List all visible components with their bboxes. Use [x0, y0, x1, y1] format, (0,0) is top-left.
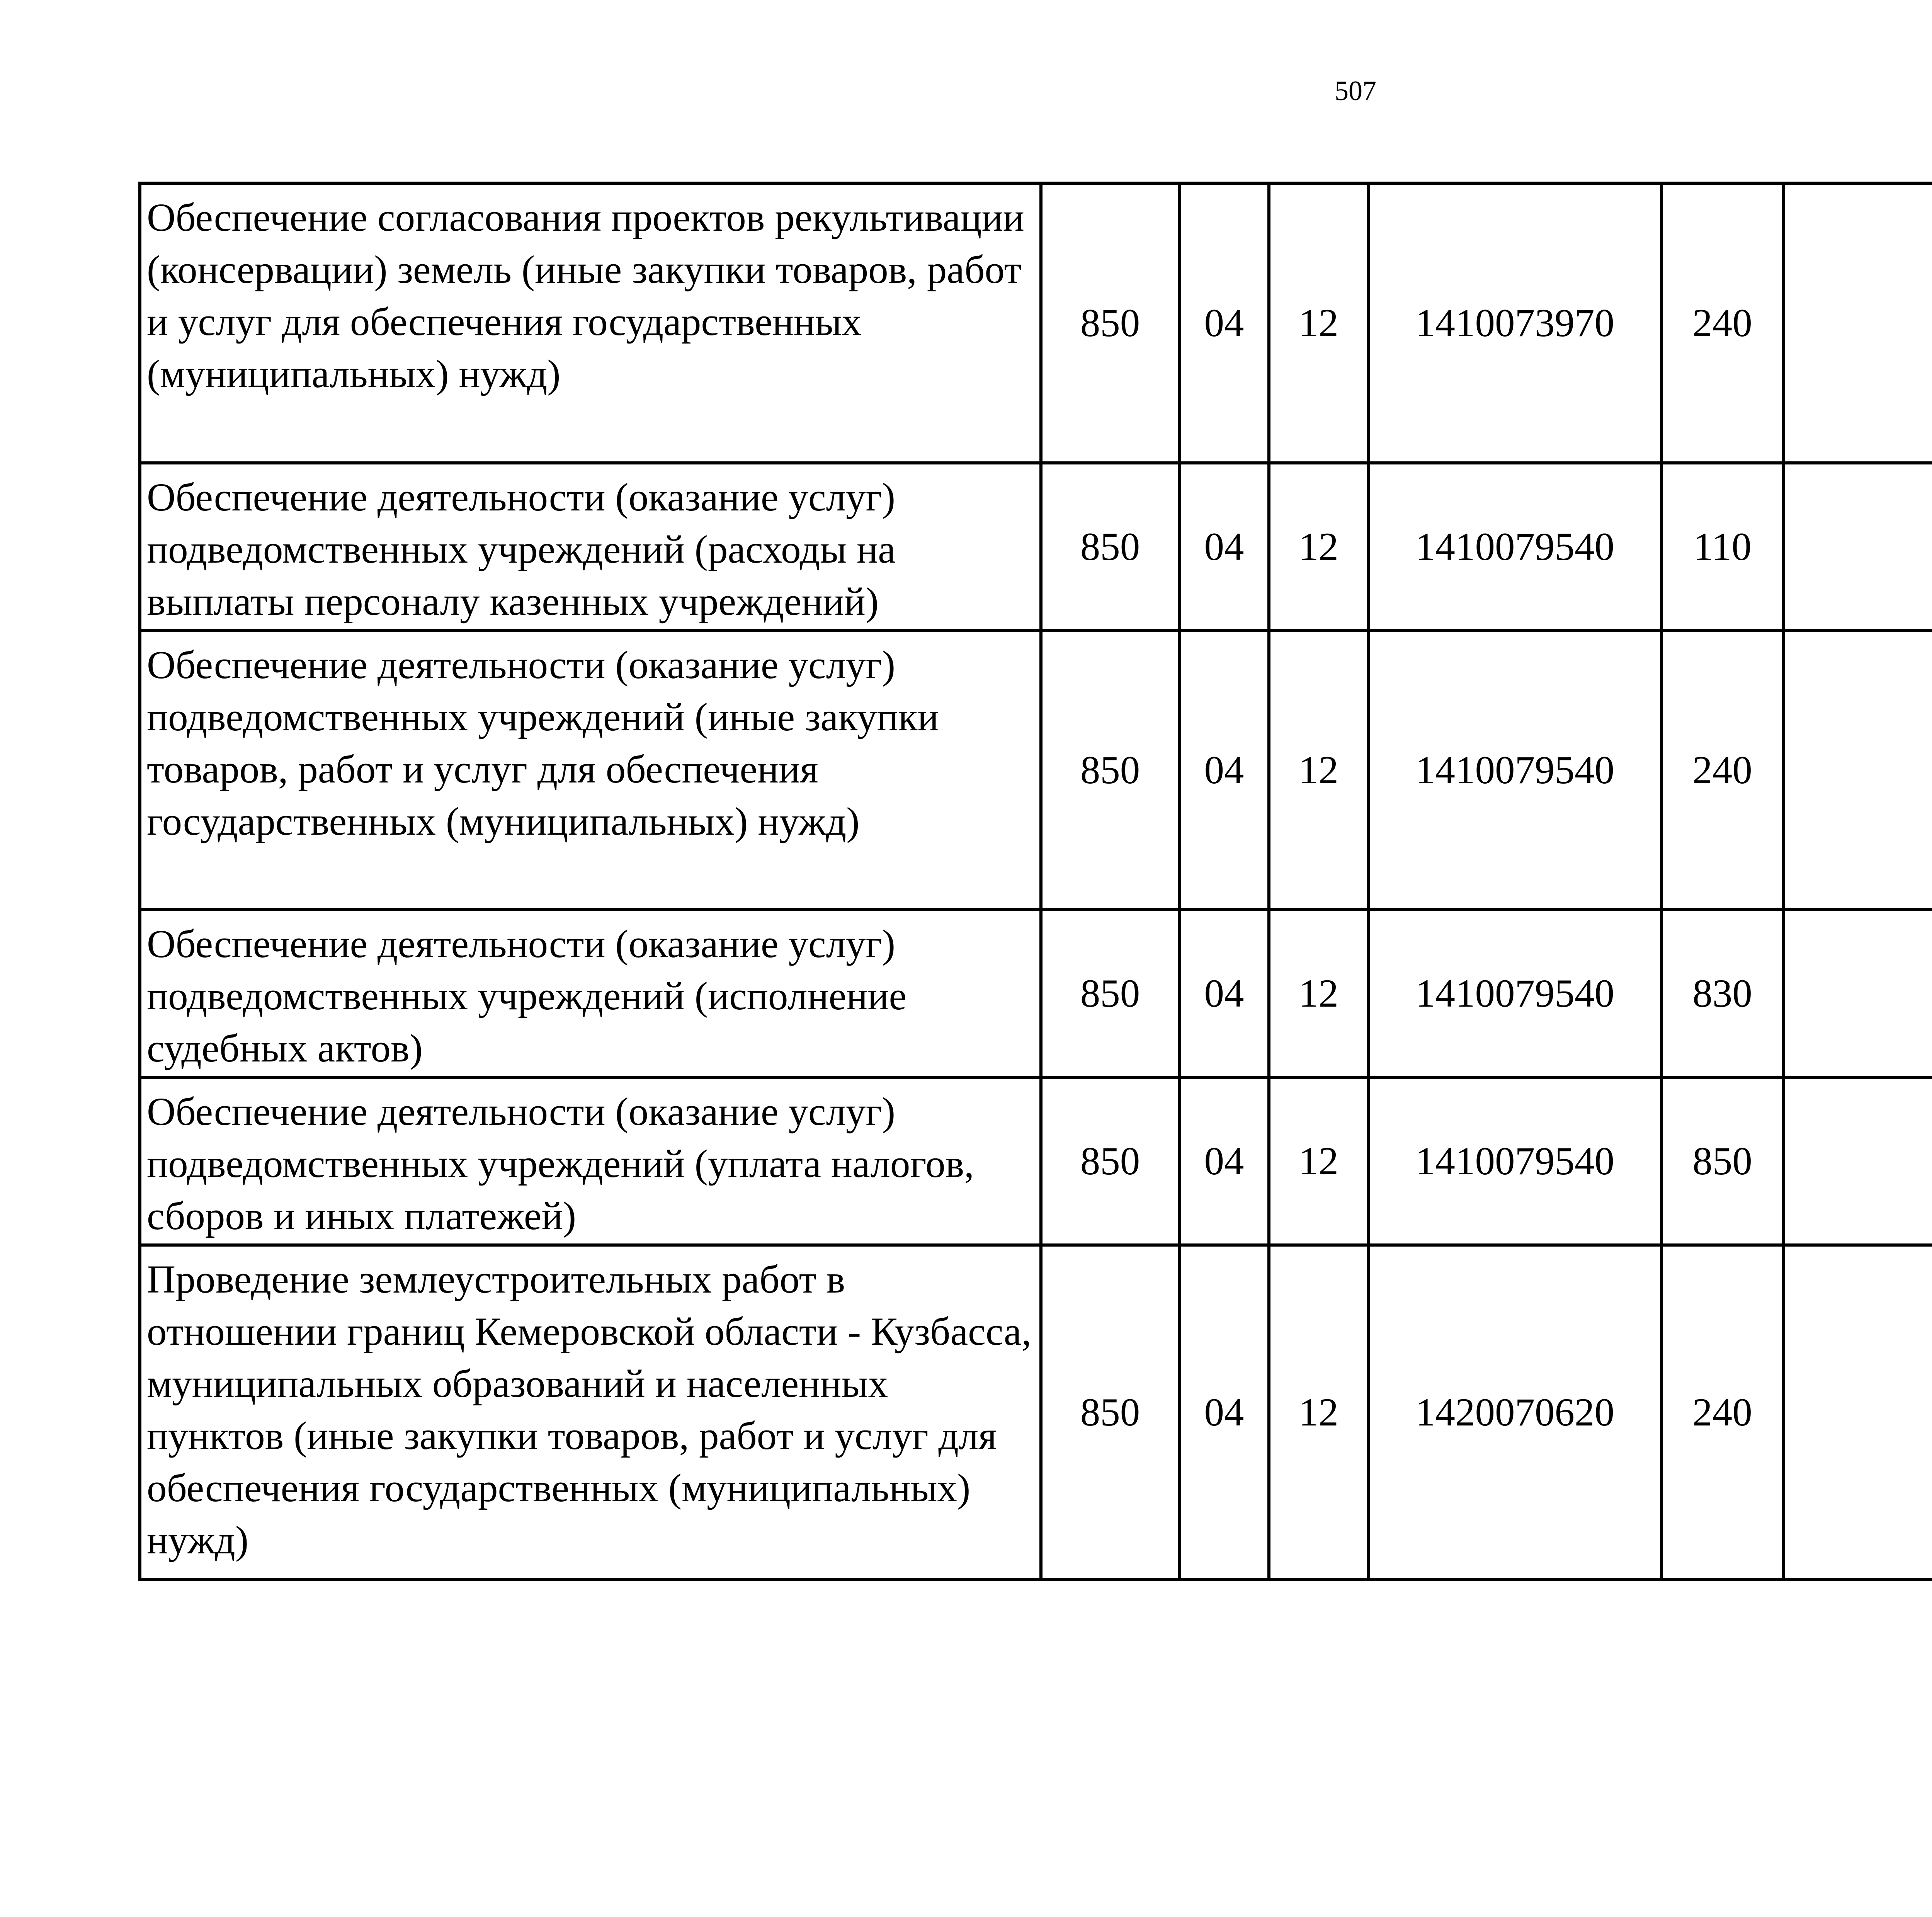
ministry-code-cell: 850: [1041, 183, 1179, 463]
ministry-code-cell: 850: [1041, 910, 1179, 1077]
expense-type-cell: 830: [1662, 910, 1783, 1077]
description-cell: Обеспечение деятельности (оказание услуг) подведомственных учреждений (расходы на выплаты персоналу казенных учреждений): [140, 463, 1041, 631]
expense-type-cell: 110: [1662, 463, 1783, 631]
table-row: [140, 631, 1932, 910]
table-row: [140, 1245, 1932, 1580]
target-article-cell: 1410079540: [1368, 910, 1662, 1077]
subsection-code-cell: 12: [1269, 631, 1368, 910]
ministry-code-cell: 850: [1041, 631, 1179, 910]
description-cell: Обеспечение деятельности (оказание услуг) подведомственных учреждений (иные закупки товаров, работ и услуг для обеспечения государственных (муниципальных) нужд): [140, 631, 1041, 910]
subsection-code-cell: 12: [1269, 183, 1368, 463]
budget-table: [138, 182, 1932, 1581]
target-article-cell: 1410079540: [1368, 463, 1662, 631]
section-code-cell: 04: [1179, 463, 1269, 631]
section-code-cell: 04: [1179, 183, 1269, 463]
expense-type-cell: 240: [1662, 183, 1783, 463]
amount-cell-1: [1783, 183, 1932, 463]
amount-cell-1: [1783, 1077, 1932, 1245]
description-cell: Обеспечение деятельности (оказание услуг) подведомственных учреждений (исполнение судебных актов): [140, 910, 1041, 1077]
subsection-code-cell: 12: [1269, 910, 1368, 1077]
ministry-code-cell: 850: [1041, 1245, 1179, 1580]
table-row: [140, 463, 1932, 631]
ministry-code-cell: 850: [1041, 463, 1179, 631]
description-cell: Проведение землеустроительных работ в отношении границ Кемеровской области - Кузбасса, муниципальных образований и населенных пунктов (иные закупки товаров, работ и услуг для обеспечения государственных (муниципальных) нужд): [140, 1245, 1041, 1580]
target-article-cell: 1420070620: [1368, 1245, 1662, 1580]
subsection-code-cell: 12: [1269, 1077, 1368, 1245]
section-code-cell: 04: [1179, 631, 1269, 910]
expense-type-cell: 240: [1662, 631, 1783, 910]
table-row: [140, 910, 1932, 1077]
ministry-code-cell: 850: [1041, 1077, 1179, 1245]
section-code-cell: 04: [1179, 910, 1269, 1077]
amount-cell-1: [1783, 463, 1932, 631]
description-cell: Обеспечение согласования проектов рекультивации (консервации) земель (иные закупки товаров, работ и услуг для обеспечения государственных (муниципальных) нужд): [140, 183, 1041, 463]
amount-cell-1: [1783, 910, 1932, 1077]
section-code-cell: 04: [1179, 1245, 1269, 1580]
amount-cell-1: [1783, 1245, 1932, 1580]
expense-type-cell: 850: [1662, 1077, 1783, 1245]
subsection-code-cell: 12: [1269, 463, 1368, 631]
table-row: [140, 183, 1932, 463]
amount-cell-1: [1783, 631, 1932, 910]
target-article-cell: 1410073970: [1368, 183, 1662, 463]
target-article-cell: 1410079540: [1368, 1077, 1662, 1245]
subsection-code-cell: 12: [1269, 1245, 1368, 1580]
target-article-cell: 1410079540: [1368, 631, 1662, 910]
description-cell: Обеспечение деятельности (оказание услуг) подведомственных учреждений (уплата налогов, сборов и иных платежей): [140, 1077, 1041, 1245]
page-number: 507: [1335, 75, 1376, 106]
table-row: [140, 1077, 1932, 1245]
expense-type-cell: 240: [1662, 1245, 1783, 1580]
section-code-cell: 04: [1179, 1077, 1269, 1245]
